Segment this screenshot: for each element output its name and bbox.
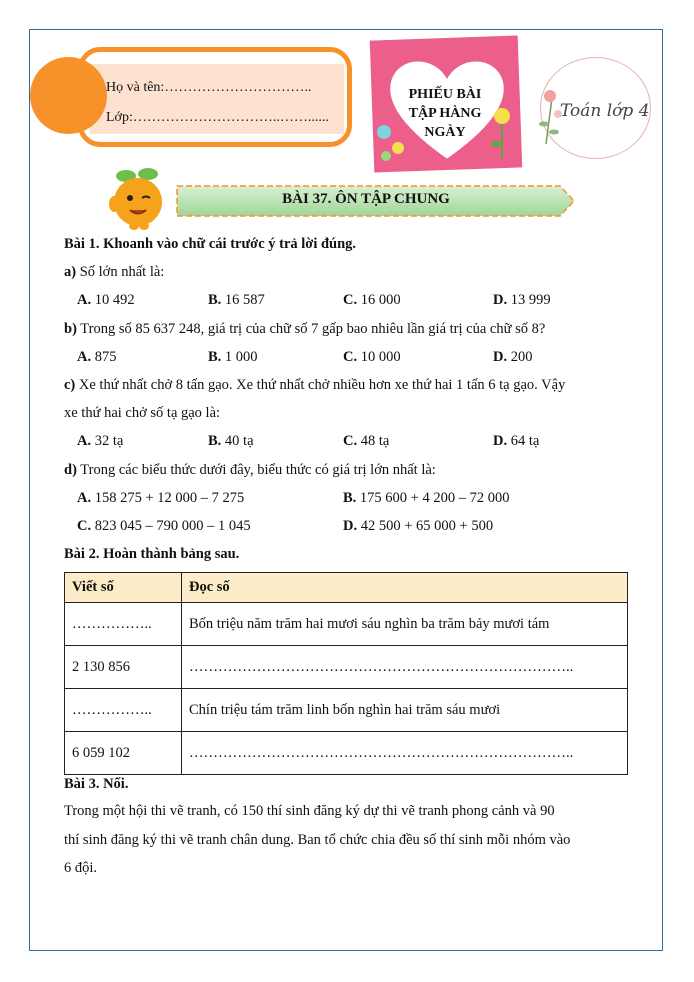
- option-c-A[interactable]: A. 32 tạ: [77, 433, 124, 449]
- class-field[interactable]: Lớp:…………………………..……......: [106, 110, 329, 125]
- table-cell: 6 059 102: [65, 732, 182, 775]
- option-c-D[interactable]: D. 64 tạ: [493, 433, 540, 449]
- exercise-3-line-1: Trong một hội thi vẽ tranh, có 150 thí sinh đăng ký dự thi vẽ tranh phong cảnh và 90: [64, 803, 555, 819]
- table-cell[interactable]: ……………..: [65, 603, 182, 646]
- option-b-D[interactable]: D. 200: [493, 349, 533, 365]
- name-field[interactable]: Họ và tên:…………………………..: [106, 80, 312, 95]
- option-d-A[interactable]: A. 158 275 + 12 000 – 7 275: [77, 490, 245, 506]
- table-row: [65, 732, 628, 775]
- table-header-row: [65, 573, 628, 603]
- table-cell: Chín triệu tám trăm linh bốn nghìn hai trăm sáu mươi: [182, 689, 628, 732]
- option-c-C[interactable]: C. 48 tạ: [343, 433, 390, 449]
- orange-mascot-icon: [104, 164, 172, 232]
- exercise-3-line-2: thí sinh đăng ký thi vẽ tranh chân dung. Ban tổ chức chia đều số thí sinh mỗi nhóm vào: [64, 832, 571, 848]
- table-row: [65, 689, 628, 732]
- option-a-C[interactable]: C. 16 000: [343, 292, 401, 308]
- exercise-3-title: Bài 3. Nối.: [64, 776, 129, 792]
- option-a-A[interactable]: A. 10 492: [77, 292, 135, 308]
- table-row: [65, 603, 628, 646]
- table-cell: Bốn triệu năm trăm hai mươi sáu nghìn ba trăm bảy mươi tám: [182, 603, 628, 646]
- question-c-line2: xe thứ hai chở số tạ gạo là:: [64, 405, 221, 421]
- table-cell[interactable]: ……………..: [65, 689, 182, 732]
- table-cell[interactable]: ……………………………………………………………………..: [182, 732, 628, 775]
- option-b-A[interactable]: A. 875: [77, 349, 117, 365]
- option-b-B[interactable]: B. 1 000: [208, 349, 258, 365]
- exercise-2-title: Bài 2. Hoàn thành bảng sau.: [64, 546, 240, 562]
- option-a-D[interactable]: D. 13 999: [493, 292, 551, 308]
- question-a: a) Số lớn nhất là:: [64, 264, 165, 280]
- subject-label: Toán lớp 4: [560, 101, 650, 121]
- question-c: c) Xe thứ nhất chở 8 tấn gạo. Xe thứ nhất chở nhiều hơn xe thứ hai 1 tấn 6 tạ gạo. Vậy: [64, 377, 566, 393]
- option-b-C[interactable]: C. 10 000: [343, 349, 401, 365]
- option-d-C[interactable]: C. 823 045 – 790 000 – 1 045: [77, 518, 251, 534]
- question-d: d) Trong các biểu thức dưới đây, biểu thức có giá trị lớn nhất là:: [64, 462, 436, 478]
- card-title: PHIẾU BÀI TẬP HÀNG NGÀY: [408, 87, 482, 140]
- number-table: [64, 572, 628, 775]
- option-d-D[interactable]: D. 42 500 + 65 000 + 500: [343, 518, 494, 534]
- table-row: [65, 646, 628, 689]
- question-b: b) Trong số 85 637 248, giá trị của chữ số 7 gấp bao nhiêu lần giá trị của chữ số 8?: [64, 321, 546, 337]
- orange-circle-decoration: [30, 57, 107, 134]
- header-write-number: Viết số: [65, 573, 182, 603]
- header-read-number: Đọc số: [182, 573, 628, 603]
- table-cell: 2 130 856: [65, 646, 182, 689]
- exercise-1-title: Bài 1. Khoanh vào chữ cái trước ý trả lời đúng.: [64, 236, 357, 252]
- lesson-title: BÀI 37. ÔN TẬP CHUNG: [282, 191, 450, 207]
- exercise-3-line-3: 6 đội.: [64, 860, 98, 876]
- option-a-B[interactable]: B. 16 587: [208, 292, 265, 308]
- table-cell[interactable]: ……………………………………………………………………..: [182, 646, 628, 689]
- option-c-B[interactable]: B. 40 tạ: [208, 433, 254, 449]
- option-d-B[interactable]: B. 175 600 + 4 200 – 72 000: [343, 490, 510, 506]
